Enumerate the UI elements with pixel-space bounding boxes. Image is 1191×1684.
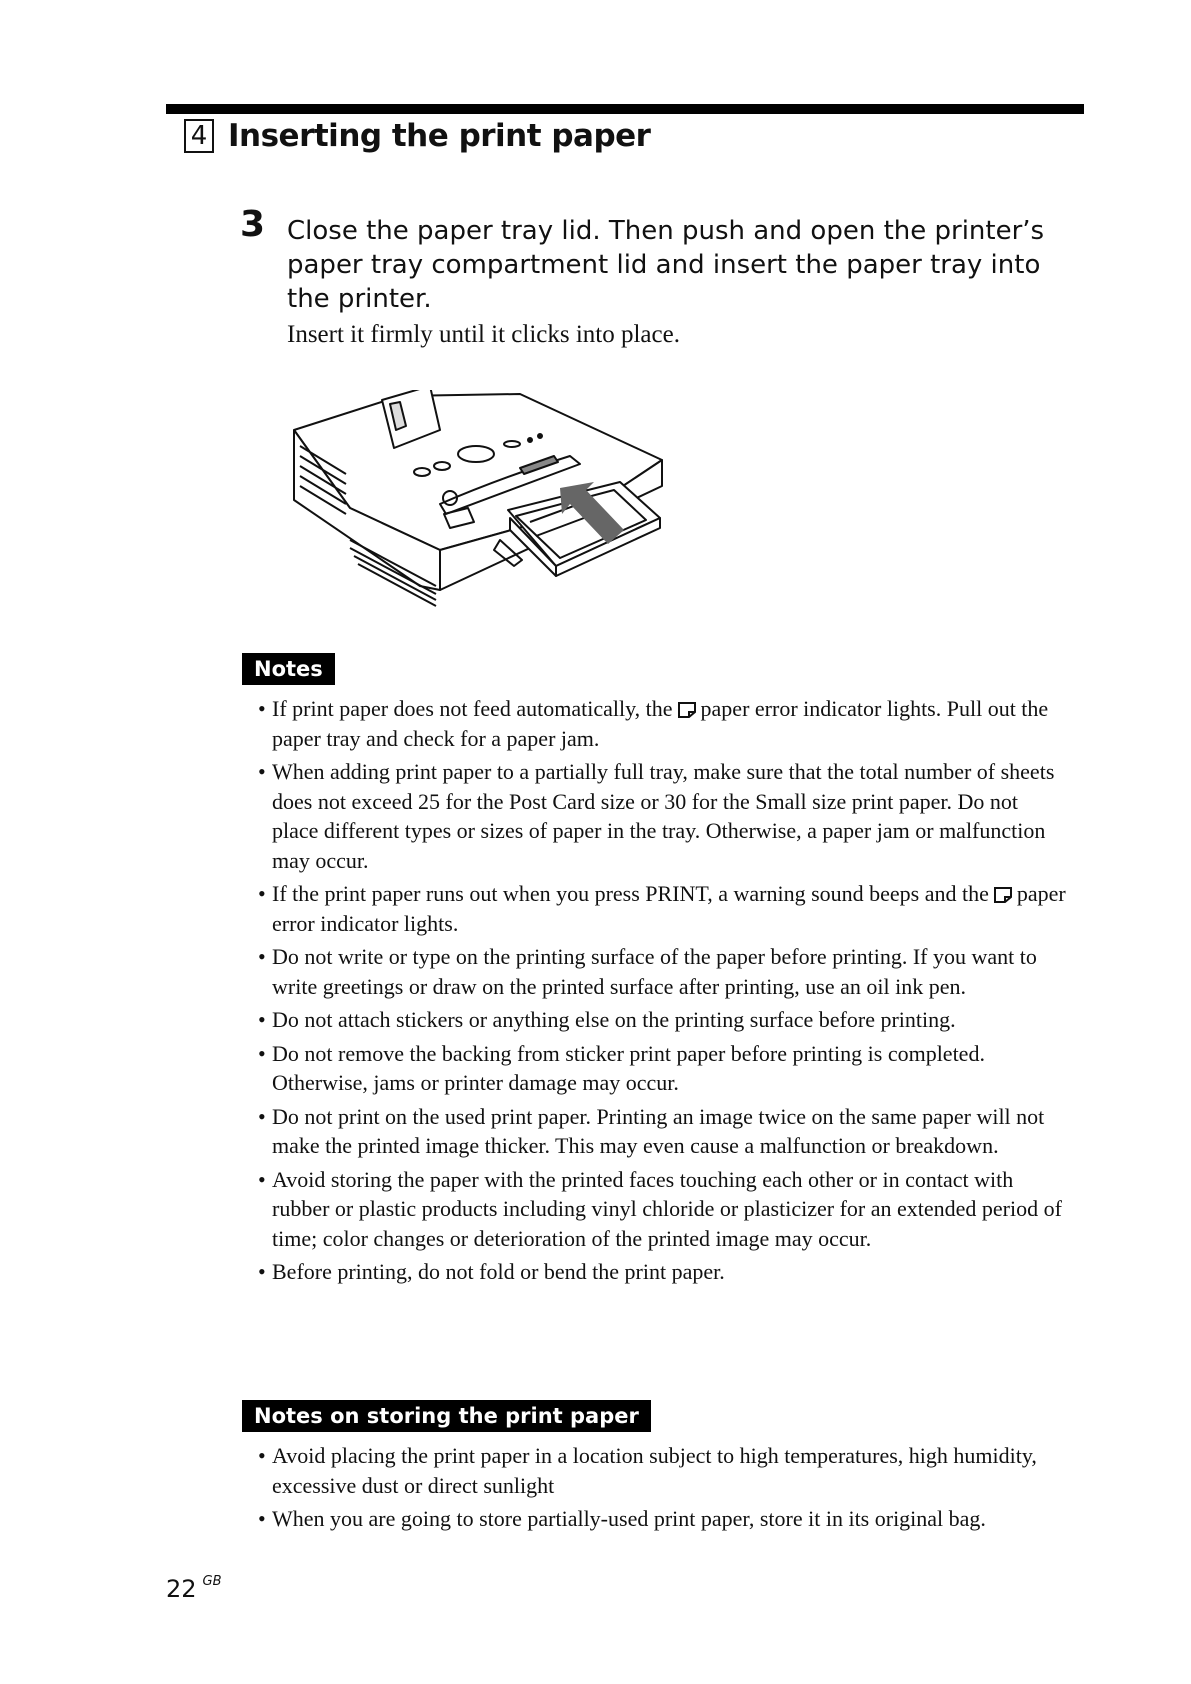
storing-notes-list bbox=[258, 1441, 1068, 1538]
printer-with-paper-tray-illustration bbox=[290, 390, 710, 620]
section-heading bbox=[184, 118, 650, 154]
language-code: GB bbox=[202, 1574, 222, 1589]
section-number-box: 4 bbox=[184, 119, 214, 153]
notes-list bbox=[258, 694, 1068, 1291]
page-number: 22 $^{GB}$ bbox=[166, 1574, 222, 1603]
list-item: • If print paper does not feed automatically, the paper error indicator lights. Pull out the paper tray and check for a paper jam. bbox=[258, 694, 1068, 753]
list-item: • Avoid placing the print paper in a location subject to high temperatures, high humidity, excessive dust or direct sunlight bbox=[258, 1441, 1068, 1500]
list-item: • If the print paper runs out when you press PRINT, a warning sound beeps and the paper error indicator lights. bbox=[258, 879, 1068, 938]
list-item: • Before printing, do not fold or bend the print paper. bbox=[258, 1257, 1068, 1287]
list-item: • When adding print paper to a partially full tray, make sure that the total number of sheets does not exceed 25 for the Post Card size or 30 for the Small size print paper. Do not place different types or sizes of paper in the tray. Otherwise, a paper jam or malfunction may occur. bbox=[258, 757, 1068, 875]
step-number: 3 bbox=[240, 204, 266, 245]
list-item: • When you are going to store partially-used print paper, store it in its original bag. bbox=[258, 1504, 1068, 1534]
list-item: • Do not print on the used print paper. Printing an image twice on the same paper will not make the printed image thicker. This may even cause a malfunction or breakdown. bbox=[258, 1102, 1068, 1161]
paper-error-icon bbox=[677, 701, 697, 719]
list-item: • Avoid storing the paper with the printed faces touching each other or in contact with rubber or plastic products including vinyl chloride or plasticizer for an extended period of time; color changes or deterioration of the printed image may occur. bbox=[258, 1165, 1068, 1254]
list-item: • Do not attach stickers or anything else on the printing surface before printing. bbox=[258, 1005, 1068, 1035]
storing-notes-heading: Notes on storing the print paper bbox=[242, 1400, 651, 1432]
notes-heading: Notes bbox=[242, 653, 335, 685]
paper-error-icon bbox=[993, 886, 1013, 904]
top-rule bbox=[166, 104, 1084, 114]
step-detail: Insert it firmly until it clicks into place. bbox=[287, 321, 680, 348]
list-item: • Do not write or type on the printing surface of the paper before printing. If you want to write greetings or draw on the printed surface after printing, use an oil ink pen. bbox=[258, 942, 1068, 1001]
step-instruction: Close the paper tray lid. Then push and open the printer’s paper tray compartment lid and insert the paper tray into the printer. bbox=[287, 216, 1045, 314]
list-item: • Do not remove the backing from sticker print paper before printing is completed. Otherwise, jams or printer damage may occur. bbox=[258, 1039, 1068, 1098]
section-title: Inserting the print paper bbox=[228, 118, 651, 154]
